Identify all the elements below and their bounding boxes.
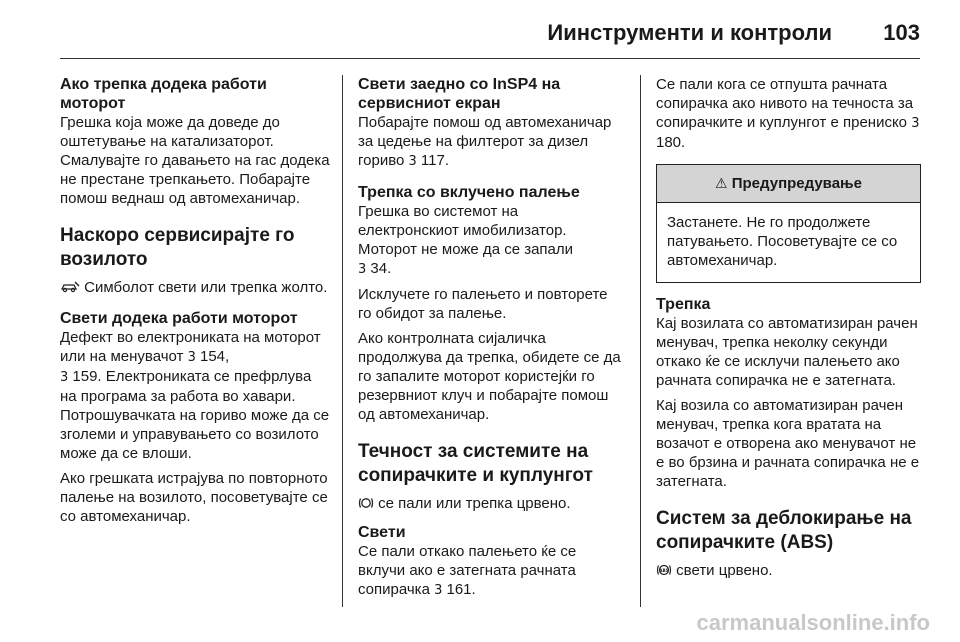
header-divider — [60, 58, 920, 59]
section-title: Трепка со вклучено палење — [358, 184, 580, 201]
wrench-car-icon — [60, 280, 80, 293]
page-ref-icon: 3 — [434, 583, 447, 598]
paragraph: Се пали кога се отпушта рачната сопирачка ако нивото на течноста за сопирачките и куплунгот е прениско 3 180. — [656, 76, 920, 151]
section-title: Систем за деблокирање на сопирачките (ABS) — [656, 508, 912, 553]
paragraph: Побарајте помош од автомеханичар за цедење на филтерот за дизел гориво 3 117. — [358, 114, 612, 169]
page-ref-icon: 3 — [60, 370, 73, 385]
page-header — [60, 18, 920, 50]
page-number: 103 — [883, 20, 920, 45]
paragraph: Симболот свети или трепка жолто. — [60, 278, 332, 297]
warning-triangle-icon: ⚠ — [715, 176, 728, 192]
section-title: Наскоро сервисирајте го возилото — [60, 225, 295, 270]
page-title: Иинструменти и контроли — [547, 20, 832, 45]
warning-box — [656, 164, 921, 283]
page-ref-icon: 3 — [187, 350, 200, 365]
section-title: Свети додека работи моторот — [60, 310, 298, 327]
paragraph: Дефект во електрониката на моторот или на менувачот 3 154, 3 159. Електрониката се префрлува на програма за работа во хавари. Потрошувачката на гориво може да се зголеми и управувањето со возилото може да се влоши. — [60, 329, 330, 462]
warning-text: Застанете. Не го продолжете патувањето. Посоветувајте се со автомеханичар. — [667, 214, 898, 269]
column-2 — [358, 75, 623, 606]
paragraph: Кај возила со автоматизиран рачен менувач, трепка кога вратата на возачот е отворена ако менувачот не е во брзина и рачната сопирачка не е затегната. — [656, 397, 920, 490]
paragraph: се пали или трепка црвено. — [358, 494, 623, 513]
column-3 — [656, 75, 921, 586]
section-title: Трепка — [656, 296, 711, 313]
brake-fluid-icon — [358, 496, 374, 510]
paragraph: Ако контролната сијаличка продолжува да трепка, обидете се да го запалите моторот користејќи го резервниот клуч и побарајте помош од автомеханичар. — [358, 330, 621, 423]
paragraph: Грешка во системот на електронскиот имобилизатор. Моторот не може да се запали 3 34. — [358, 203, 574, 277]
column-divider-1 — [342, 75, 343, 607]
column-divider-2 — [640, 75, 641, 607]
paragraph: Грешка која може да доведе до оштетување на катализаторот. Смалувајте го давањето на гас додека не престане трепкањето. Побарајте помош веднаш од автомеханичар. — [60, 114, 330, 207]
page-ref-icon: 3 — [408, 154, 421, 169]
paragraph: Кај возилата со автоматизиран рачен менувач, трепка неколку секунди откако ќе се исклучи палењето ако рачната сопирачка не е затегната. — [656, 315, 918, 389]
section-title: Свети — [358, 524, 406, 541]
section-title: Течност за системите на сопирачките и куплунгот — [358, 441, 593, 486]
page-ref-icon: 3 — [911, 116, 920, 131]
paragraph: Ако грешката истрајува по повторното палење на возилото, посоветувајте се со автомеханичар. — [60, 470, 328, 525]
page-ref-icon: 3 — [358, 262, 371, 277]
svg-text:ABS: ABS — [659, 567, 669, 573]
watermark: carmanualsonline.info — [696, 610, 930, 635]
paragraph: Исклучете го палењето и повторете го обидот за палење. — [358, 286, 608, 322]
abs-icon — [656, 563, 672, 577]
warning-header: ⚠ Предупредување — [657, 165, 920, 203]
paragraph: ABS свети црвено. — [656, 561, 921, 580]
section-title: Свети заедно со InSP4 на сервисниот екран — [358, 76, 561, 112]
section-title: Ако трепка додека работи моторот — [60, 76, 267, 112]
column-1 — [60, 75, 332, 532]
paragraph: Се пали откако палењето ќе се вклучи ако е затегната рачната сопирачка 3 161. — [358, 543, 577, 598]
